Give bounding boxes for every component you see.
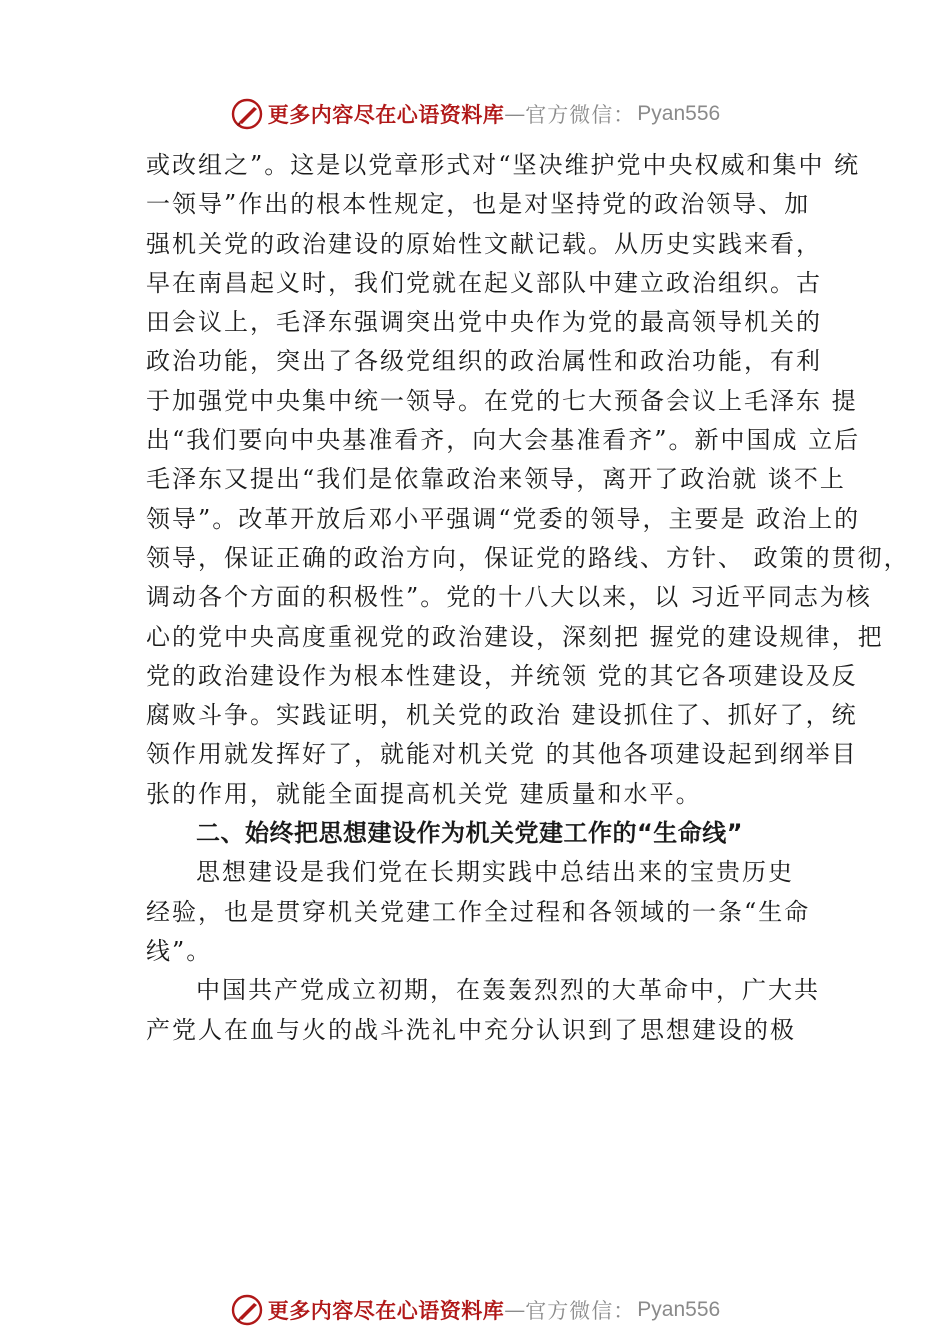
body-line: 或改组之”。这是以党章形式对“坚决维护党中央权威和集中 统 xyxy=(146,151,861,179)
section-heading: 二、始终把思想建设作为机关党建工作的“生命线” xyxy=(196,819,744,848)
body-line: 党的政治建设作为根本性建设，并统领 党的其它各项建设及反 xyxy=(146,661,858,690)
body-line: 田会议上，毛泽东强调突出党中央作为党的最高领导机关的 xyxy=(146,308,822,337)
body-line: 出“我们要向中央基准看齐，向大会基准看齐”。新中国成 立后 xyxy=(146,426,861,455)
wechat-id: Pyan556 xyxy=(637,1298,721,1321)
official-wechat-label: 官方微信： xyxy=(525,103,636,127)
body-line: 领作用就发挥好了，就能对机关党 的其他各项建设起到纲举目 xyxy=(146,740,858,769)
body-line: 领导，保证正确的政治方向，保证党的路线、方针、 政策的贯彻， xyxy=(146,543,910,572)
quill-logo-icon xyxy=(230,1293,264,1327)
body-line: 一领导”作出的根本性规定，也是对坚持党的政治领导、加 xyxy=(146,190,811,219)
footer-banner xyxy=(0,1290,950,1330)
body-line: 政治功能，突出了各级党组织的政治属性和政治功能，有利 xyxy=(146,347,822,376)
header-banner xyxy=(0,94,950,134)
para2-line: 经验，也是贯穿机关党建工作全过程和各领域的一条“生命 xyxy=(146,897,811,926)
para2-line: 线”。 xyxy=(146,936,213,965)
body-line: 早在南昌起义时，我们党就在起义部队中建立政治组织。古 xyxy=(146,268,822,297)
wechat-id: Pyan556 xyxy=(637,102,721,125)
body-line: 毛泽东又提出“我们是依靠政治来领导，离开了政治就 谈不上 xyxy=(146,465,846,494)
brand-text: 更多内容尽在心语资料库 xyxy=(267,102,505,127)
body-line: 于加强党中央集中统一领导。在党的七大预备会议上毛泽东 提 xyxy=(146,386,858,415)
body-line: 强机关党的政治建设的原始性文献记载。从历史实践来看， xyxy=(146,229,822,258)
para3-line: 产党人在血与火的战斗洗礼中充分认识到了思想建设的极 xyxy=(146,1015,796,1044)
body-line: 调动各个方面的积极性”。党的十八大以来，以 习近平同志为核 xyxy=(146,583,872,612)
para3-line: 中国共产党成立初期，在轰轰烈烈的大革命中，广大共 xyxy=(196,976,820,1005)
document-body xyxy=(146,146,910,1050)
body-line: 领导”。改革开放后邓小平强调“党委的领导，主要是 政治上的 xyxy=(146,504,861,533)
para2-line: 思想建设是我们党在长期实践中总结出来的宝贵历史 xyxy=(196,858,794,887)
body-line: 心的党中央高度重视党的政治建设，深刻把 握党的建设规律，把 xyxy=(146,622,884,651)
quill-logo-icon xyxy=(230,97,264,131)
body-line: 腐败斗争。实践证明，机关党的政治 建设抓住了、抓好了，统 xyxy=(146,701,858,730)
body-line: 张的作用，就能全面提高机关党 建质量和水平。 xyxy=(146,779,702,808)
banner-separator: — xyxy=(504,102,526,126)
brand-text: 更多内容尽在心语资料库 xyxy=(267,1298,505,1323)
banner-separator: — xyxy=(504,1298,526,1322)
official-wechat-label: 官方微信： xyxy=(525,1299,636,1323)
